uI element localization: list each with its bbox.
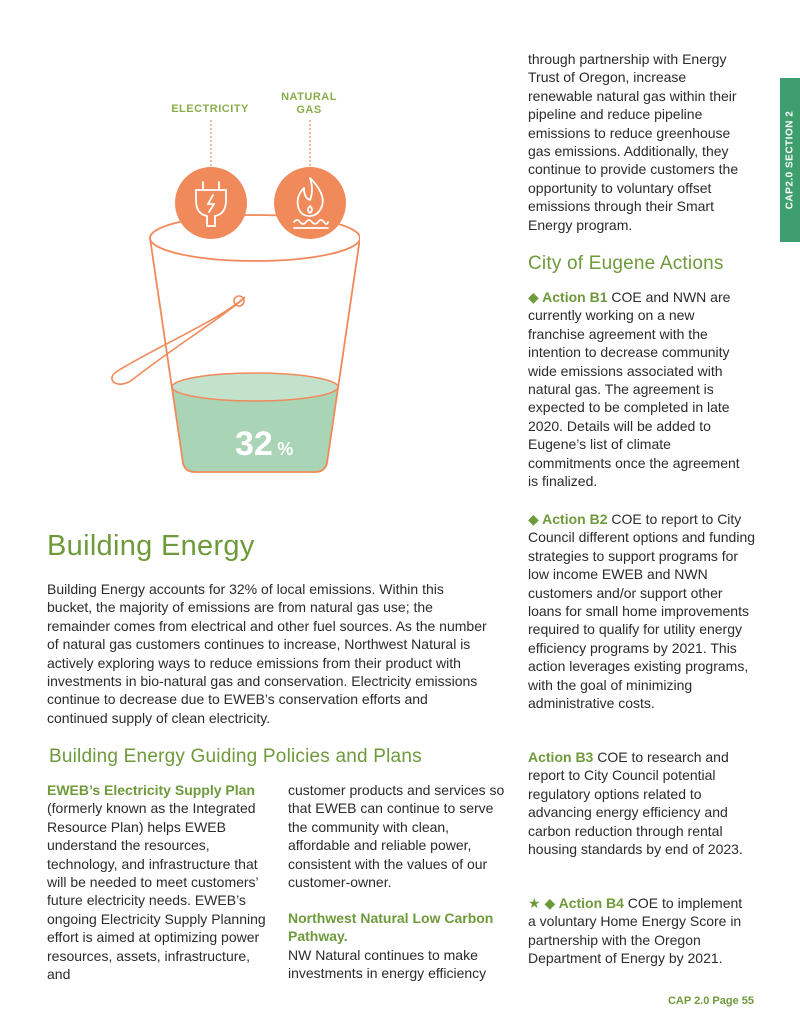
percent-sign: %	[277, 439, 294, 459]
page-number: CAP 2.0 Page 55	[667, 995, 754, 1007]
page-title: Building Energy	[47, 530, 255, 562]
bucket-handle	[112, 297, 245, 384]
action-b1-text: COE and NWN are currently working on a new franchise agreement with the intention to decrease community wide emissions associated with natural gas. The agreement is expected to be completed in late 2020. Details will be added to Eugene’s list of climate commitments once the agreement is finalized.	[528, 289, 740, 490]
section-tab	[780, 78, 800, 242]
action-b2	[528, 510, 756, 712]
policies-heading: Building Energy Guiding Policies and Plans	[49, 746, 422, 767]
action-b4-text: COE to implement a voluntary Home Energy Score in partnership with the Oregon Department of Energy by 2021.	[528, 895, 743, 967]
electric-plug-icon	[175, 167, 247, 239]
action-b3	[528, 748, 753, 858]
bucket-graphic	[100, 115, 360, 485]
action-b3-label: Action B3	[528, 749, 594, 765]
fill-surface	[172, 373, 338, 401]
eweb-plan-paragraph	[47, 781, 272, 983]
action-b2-text: COE to report to City Council different options and funding strategies to support programs for low income EWEB and NWN customers and/or support other loans for small home improvements required to qualify for utility energy efficiency programs by 2021. This action leverages existing programs, with the goal of minimizing administrative costs.	[528, 511, 756, 712]
natural-gas-label: NATURAL GAS	[281, 91, 337, 116]
diamond-icon: ◆	[528, 289, 543, 305]
action-b1	[528, 288, 753, 490]
eweb-plan-text: (formerly known as the Integrated Resource Plan) helps EWEB understand the resources, technology, and infrastructure that will be needed to meet customers’ future electricity needs. EWEB’s ongoing Electricity Supply Planning effort is aimed at optimizing power resources, assets, infrastructure, and	[47, 800, 266, 983]
actions-heading: City of Eugene Actions	[528, 253, 724, 274]
diamond-icon: ◆	[528, 511, 543, 527]
eweb-plan-continuation: customer products and services so that EWEB can continue to serve the community with clean, affordable and reliable power, consistent with the values of our customer-owner.	[288, 782, 505, 891]
action-b4	[528, 894, 753, 968]
section-tab-label: CAP2.0 SECTION 2	[784, 110, 796, 210]
action-b1-label: Action B1	[542, 289, 608, 305]
percent-readout	[235, 425, 293, 464]
nwn-title: Northwest Natural Low Carbon Pathway.	[288, 910, 494, 945]
nwn-continuation: through partnership with Energy Trust of Oregon, increase renewable natural gas within their pipeline and reduce pipeline emissions to reduce greenhouse gas emissions. Additionally, they continue to provide customers the opportunity to voluntary offset emissions through their Smart Energy program.	[528, 51, 739, 233]
intro-paragraph: Building Energy accounts for 32% of local emissions. Within this bucket, the majority of emissions are from natural gas use; the remainder comes from electrical and other fuel sources. As the number of natural gas customers continues to increase, Northwest Natural is actively exploring ways to reduce emissions from their product with investments in bio-natural gas and conservation. Electricity emissions continue to decrease due to EWEB’s conservation efforts and continued supply of clean electricity.	[47, 581, 487, 726]
star-diamond-icon: ★ ◆	[528, 895, 559, 911]
percent-value: 32	[235, 425, 273, 463]
electricity-label: ELECTRICITY	[171, 103, 249, 115]
action-b3-text: COE to research and report to City Council potential regulatory options related to advancing energy efficiency and carbon reduction through rental housing standards by end of 2023.	[528, 749, 743, 858]
action-b2-label: Action B2	[542, 511, 608, 527]
nwn-paragraph	[288, 909, 518, 983]
nwn-text: NW Natural continues to make investments in energy efficiency	[288, 946, 487, 982]
action-b4-label: Action B4	[558, 895, 624, 911]
eweb-plan-title: EWEB’s Electricity Supply Plan	[47, 782, 255, 798]
